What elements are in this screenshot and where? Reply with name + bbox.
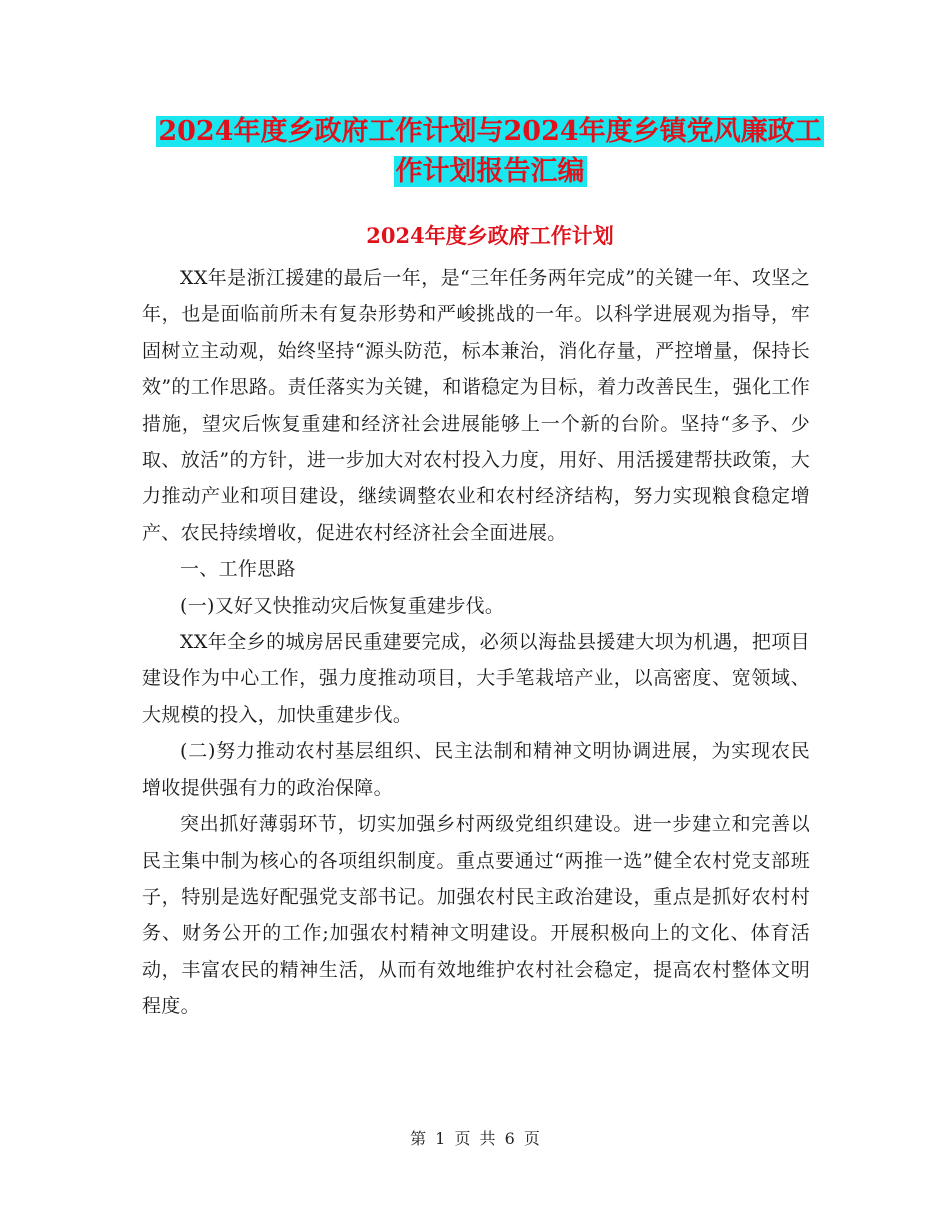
title-line-2: 作计划报告汇编 bbox=[395, 156, 585, 187]
document-title bbox=[140, 112, 840, 192]
document-body bbox=[142, 260, 810, 1025]
subheading-2: (二)努力推动农村基层组织、民主法制和精神文明协调进展，为实现农民增收提供强有力的政治保障。 bbox=[142, 740, 810, 799]
subheading-1: (一)又好又快推动灾后恢复重建步伐。 bbox=[180, 594, 505, 617]
paragraph: XX年是浙江援建的最后一年，是“三年任务两年完成”的关键一年、攻坚之年，也是面临前所未有复杂形势和严峻挑战的一年。以科学进展观为指导，牢固树立主动观，始终坚持“源头防范，标本兼治，消化存量，严控增量，保持长效”的工作思路。责任落实为关键，和谐稳定为目标，着力改善民生，强化工作措施，望灾后恢复重建和经济社会进展能够上一个新的台阶。坚持“多予、少取、放活”的方针，进一步加大对农村投入力度，用好、用活援建帮扶政策，大力推动产业和项目建设，继续调整农业和农村经济结构，努力实现粮食稳定增产、农民持续增收，促进农村经济社会全面进展。 bbox=[142, 267, 810, 544]
title-line-1: 2024年度乡政府工作计划与2024年度乡镇党风廉政工 bbox=[158, 116, 822, 147]
page-number-footer: 第 1 页 共 6 页 bbox=[410, 1129, 540, 1148]
paragraph: 突出抓好薄弱环节，切实加强乡村两级党组织建设。进一步建立和完善以民主集中制为核心的各项组织制度。重点要通过“两推一选”健全农村党支部班子，特别是选好配强党支部书记。加强农村民主政治建设，重点是抓好农村村务、财务公开的工作;加强农村精神文明建设。开展积极向上的文化、体育活动，丰富农民的精神生活，从而有效地维护农村社会稳定，提高农村整体文明程度。 bbox=[142, 813, 810, 1018]
paragraph: XX年全乡的城房居民重建要完成，必须以海盐县援建大坝为机遇，把项目建设作为中心工作，强力度推动项目，大手笔栽培产业，以高密度、宽领域、大规模的投入，加快重建步伐。 bbox=[142, 631, 810, 726]
section-title: 2024年度乡政府工作计划 bbox=[366, 223, 614, 248]
heading-work-ideas: 一、工作思路 bbox=[180, 558, 296, 581]
